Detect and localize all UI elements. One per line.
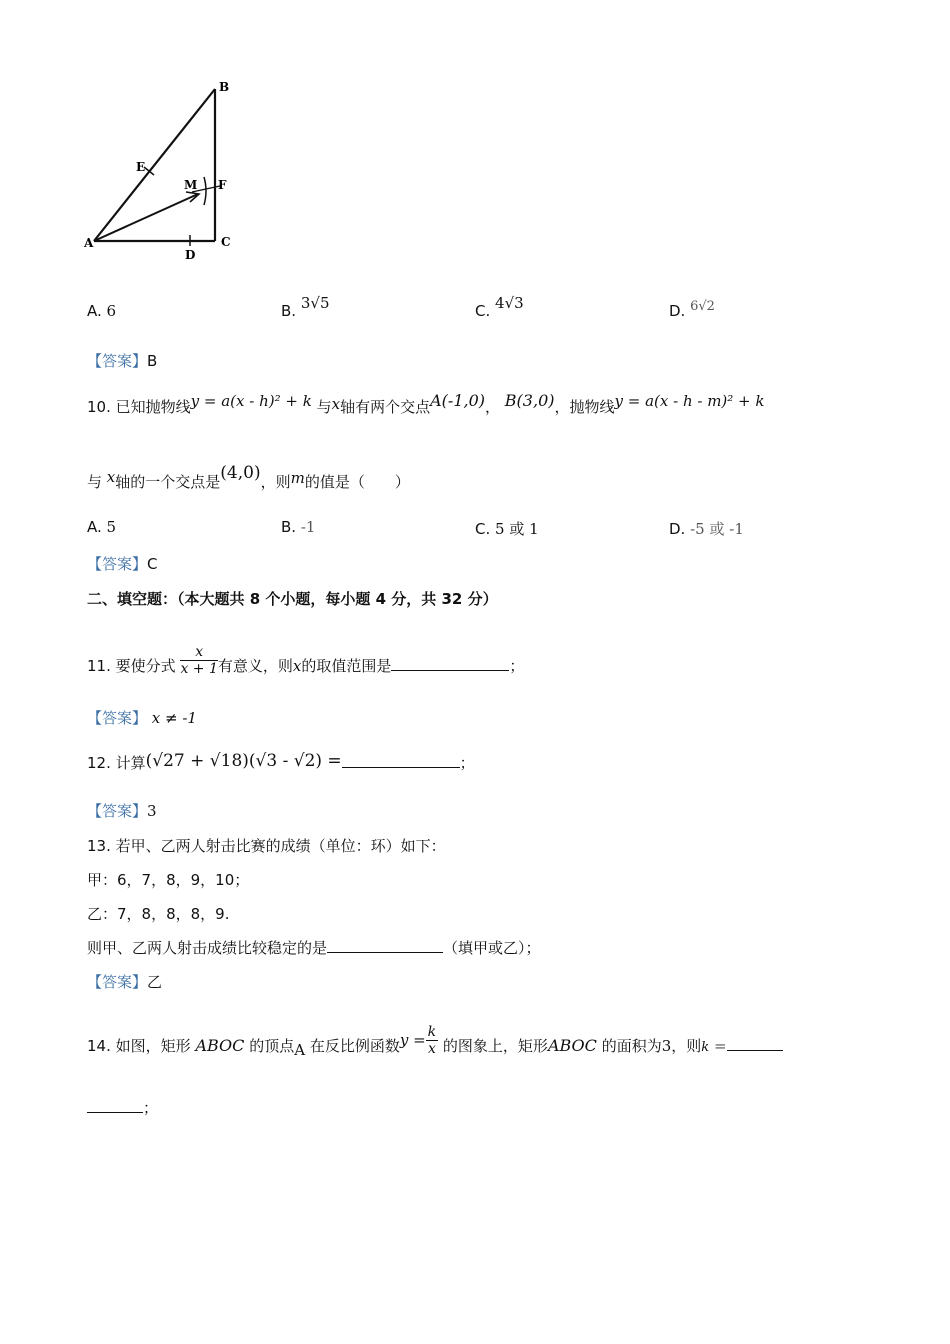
section-2-title: 二、填空题：（本大题共 8 个小题，每小题 4 分，共 32 分） xyxy=(87,590,498,608)
q9-answer: 【答案】B xyxy=(87,352,158,370)
q10-line1: 10. 已知抛物线y = a(x - h)² + k 与x轴有两个交点A(-1,0)， B(3,0)，抛物线y = a(x - h - m)² + k xyxy=(87,391,765,416)
q13-jia: 甲：6，7，8，9，10； xyxy=(87,871,250,889)
q11-line: 11. 要使分式 $\frac{x}{x + 1}$ 有意义，则x的取值范围是 ； xyxy=(87,644,525,677)
q13-question: 13. 若甲、乙两人射击比赛的成绩（单位：环）如下： xyxy=(87,837,446,855)
q10-answer: 【答案】C xyxy=(87,555,158,573)
segment-am xyxy=(94,194,198,241)
q9-option-b: B. 3√5 xyxy=(281,294,330,320)
arc-f xyxy=(204,177,206,205)
q14-blank-2[interactable] xyxy=(87,1112,143,1113)
label-f: F xyxy=(218,178,227,192)
label-e: E xyxy=(136,160,146,174)
label-c: C xyxy=(221,235,231,249)
triangle-figure xyxy=(80,75,260,275)
q9-option-c: C. 4√3 xyxy=(475,294,524,320)
q10-line2: 与 x轴的一个交点是(4,0)，则m的值是（ ） xyxy=(87,463,410,491)
q14-blank-1[interactable] xyxy=(727,1050,783,1051)
q10-option-a: A. 5 xyxy=(87,518,117,536)
q10-option-d: D. -5 或 -1 xyxy=(669,520,744,538)
label-b: B xyxy=(219,80,230,94)
segment-ab xyxy=(94,89,215,241)
q11-blank[interactable] xyxy=(391,670,509,671)
label-d: D xyxy=(185,248,196,262)
q12-answer: 【答案】3 xyxy=(87,802,157,820)
q11-fraction: $\frac{x}{x + 1}$ xyxy=(180,644,218,677)
q10-option-b: B. -1 xyxy=(281,518,316,536)
q14-fraction: $\frac{k}{x}$ xyxy=(427,1024,437,1057)
label-m: M xyxy=(184,178,198,192)
q11-answer: 【答案】 x ≠ -1 xyxy=(87,709,197,727)
q13-blank[interactable] xyxy=(327,952,443,953)
q13-yi: 乙：7，8，8，8，9. xyxy=(87,905,230,923)
q13-ask: 则甲、乙两人射击成绩比较稳定的是 （填甲或乙）； xyxy=(87,939,541,957)
q10-option-c: C. 5 或 1 xyxy=(475,520,539,538)
q12-blank[interactable] xyxy=(342,767,460,768)
q14-line2: ； xyxy=(87,1097,158,1118)
q14-line: 14. 如图，矩形 ABOC 的顶点A 在反比例函数y = $\frac{k}{x}$ 的图象上，矩形ABOC 的面积为3，则k = xyxy=(87,1030,783,1063)
q9-option-d: D. 6√2 xyxy=(669,299,715,320)
q12-line: 12. 计算(√27 + √18)(√3 - √2) = ； xyxy=(87,751,475,772)
q9-option-a: A. 6 xyxy=(87,302,117,320)
q13-answer: 【答案】乙 xyxy=(87,973,163,991)
label-a: A xyxy=(84,236,94,250)
